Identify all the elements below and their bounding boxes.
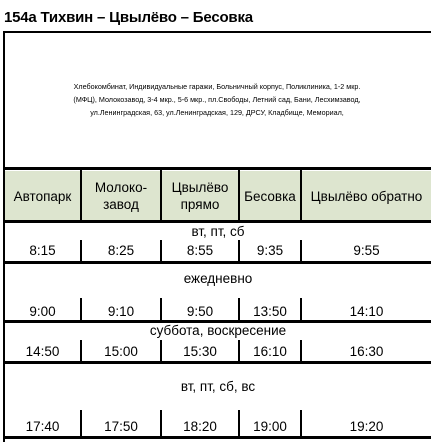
column-header-avtopark [5,171,80,221]
column-header-besovka [240,171,300,221]
column-header-tsvylevo-pryamo [162,171,238,221]
departure-time: 16:30 [349,344,384,359]
departure-time: 17:50 [104,419,138,434]
departure-time: 9:50 [186,304,214,319]
column-divider [160,170,162,222]
departure-time: 18:20 [183,419,217,434]
column-header-molokozavod [82,171,160,221]
stops-list [6,80,428,119]
schedule-days: вт, пт, сб [191,224,245,239]
schedule-days: ежедневно [183,271,253,286]
departure-time: 14:10 [349,304,384,319]
departure-time: 19:20 [349,419,384,434]
departure-time: 15:00 [104,344,138,359]
stops-line: (МФЦ), Молокозавод, 3-4 мкр., 5-6 мкр., пл.Свободы, Летний сад, Бани, Лесхимзавод, [73,95,361,104]
column-divider [300,170,302,222]
section-rule [3,261,431,264]
departure-time: 8:55 [186,243,214,258]
column-header-line: завод [103,197,139,212]
column-header-line: Цвылёво [171,180,229,195]
section-rule [3,436,431,439]
schedule-days: вт, пт, сб, вс [180,379,256,394]
section-rule [3,361,431,364]
departure-time: 8:25 [107,243,135,258]
column-header-line: Молоко- [94,180,148,195]
departure-time: 16:10 [253,344,287,359]
departure-time: 9:55 [353,243,380,258]
departure-time: 13:50 [253,304,287,319]
column-divider [80,170,82,222]
departure-time: 9:35 [256,243,284,258]
departure-time: 19:00 [253,419,287,434]
stops-line: ул.Ленинградская, 63, ул.Ленинградская, 129, ДРСУ, Кладбище, Мемориал, [90,108,344,117]
departure-time: 9:10 [107,304,135,319]
departure-time: 15:30 [183,344,217,359]
route-title: 154а Тихвин – Цвылёво – Бесовка [4,9,253,26]
stops-line: Хлебокомбинат, Индивидуальные гаражи, Больничный корпус, Поликлиника, 1-2 мкр. [73,82,361,91]
column-header-line: Цвылёво обратно [310,188,423,204]
header-top-rule [3,167,431,170]
column-header-tsvylevo-obratno [302,171,431,221]
column-header-line: Бесовка [244,188,296,204]
column-header-line: Автопарк [13,188,72,204]
departure-time: 17:40 [25,419,60,434]
schedule-days: суббота, воскресение [149,323,287,338]
departure-time: 9:00 [29,304,56,319]
column-divider [238,170,240,222]
column-header-line: прямо [180,197,220,212]
departure-time: 14:50 [25,344,60,359]
departure-time: 8:15 [29,243,56,258]
